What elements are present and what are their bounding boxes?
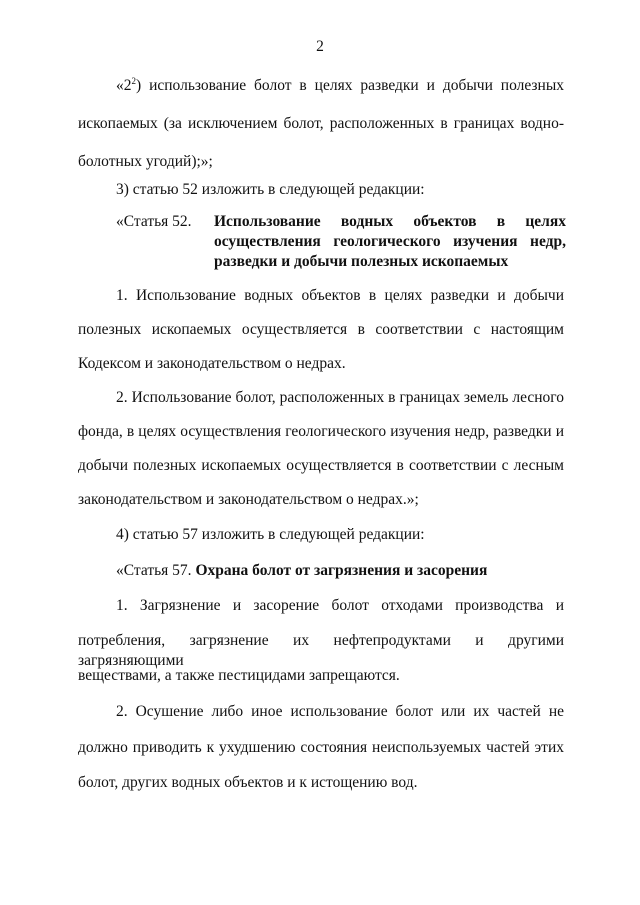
article-52-p1-line: 1. Использование водных объектов в целях разведки и добычи (116, 287, 564, 304)
article-52-p2-line: добычи полезных ископаемых осуществляется в соответствии с лесным (78, 457, 564, 474)
article-52-title-line: разведки и добычи полезных ископаемых (214, 253, 509, 270)
superscript: 2 (131, 75, 136, 86)
article-52-title (214, 212, 566, 272)
item-2-2-line-2: ископаемых (за исключением болот, расположенных в границах водно- (78, 115, 564, 132)
article-57-title: Охрана болот от загрязнения и засорения (195, 562, 488, 579)
item-3-text: 3) статью 52 изложить в следующей редакции: (116, 181, 425, 198)
item-2-2-line-3: болотных угодий);»; (78, 153, 213, 170)
article-52-p2-line: фонда, в целях осуществления геологического изучения недр, разведки и (78, 423, 564, 440)
article-57-p2-line: должно приводить к ухудшению состояния неиспользуемых частей этих (78, 739, 564, 756)
article-52-p2-line: 2. Использование болот, расположенных в границах земель лесного (116, 389, 564, 406)
article-52-p1-line: Кодексом и законодательством о недрах. (78, 355, 346, 372)
article-52-p2-line: законодательством и законодательством о недрах.»; (78, 491, 419, 508)
article-57-p2-line: болот, других водных объектов и к истощению вод. (78, 774, 418, 791)
item-4-text: 4) статью 57 изложить в следующей редакции: (116, 526, 425, 543)
article-57-p2-line: 2. Осушение либо иное использование болот или их частей не (116, 703, 564, 720)
article-57-p1-line: 1. Загрязнение и засорение болот отходами производства и (116, 597, 564, 614)
article-52-label: «Статья 52. (116, 213, 192, 230)
article-57-p1-line: веществами, а также пестицидами запрещаются. (78, 667, 400, 684)
article-52-title-line: осуществления геологического изучения недр, (214, 233, 566, 250)
page-number: 2 (316, 38, 324, 55)
article-52-title-line: Использование водных объектов в целях (214, 213, 566, 230)
article-57-label: «Статья 57. (116, 562, 192, 579)
item-2-2-line-1: «$2^2$) использование болот в целях разведки и добычи полезных (116, 75, 564, 94)
article-57-p1-line: потребления, загрязнение их нефтепродуктами и другими загрязняющими (78, 632, 564, 669)
article-52-p1-line: полезных ископаемых осуществляется в соответствии с настоящим (78, 321, 564, 338)
article-57-heading (116, 561, 602, 581)
